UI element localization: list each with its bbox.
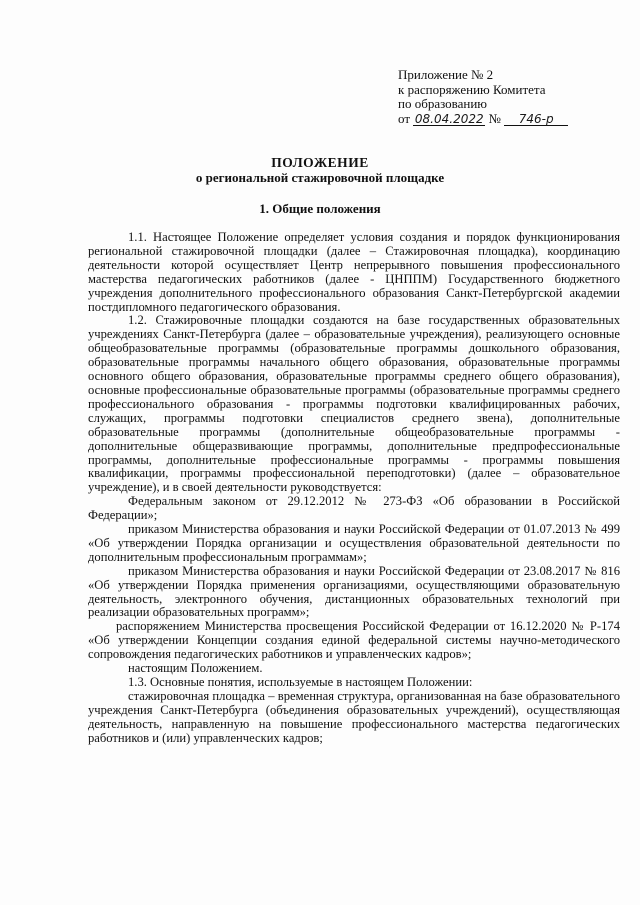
document-title: ПОЛОЖЕНИЕ (271, 155, 369, 170)
paragraph-order-499: приказом Министерства образования и науки Российской Федерации от 01.07.2013 № 499 «Об утверждении Порядка организации и осуществления образовательной деятельности по дополнительным профессиональным программам»; (88, 522, 620, 564)
appendix-line-3: по образованию (398, 96, 488, 111)
paragraph-this-regulation: настоящим Положением. (128, 661, 263, 676)
appendix-line-2: к распоряжению Комитета (398, 81, 546, 97)
appendix-block (398, 68, 618, 126)
appendix-line-1: Приложение № 2 (398, 67, 494, 82)
paragraph-definition: стажировочная площадка – временная структура, организованная на базе образовательного учреждения Санкт-Петербурга (объединения образовательных учреждений), осуществляющая деятельность, направленную на повышение профессионального мастерства педагогических работников и (или) управленческих кадров; (88, 688, 620, 745)
appendix-ot-label: от (398, 110, 411, 126)
paragraph-1-2: 1.2. Стажировочные площадки создаются на базе государственных образовательных учреждениях Санкт-Петербурга (далее – образовательные учреждения), реализующего основные общеобразовательные программы (образовательные программы дошкольного образования, образовательные программы начального общего образования, образовательные программы основного общего образования, образовательные программы среднего общего образования), основные профессиональные образовательные программы (образовательные программы среднего профессионального образования - программы подготовки квалифицированных рабочих, служащих, программы подготовки специалистов среднего звена), дополнительные образовательные программы (дополнительные общеобразовательные программы - дополнительные общеразвивающие программы, дополнительные предпрофессиональные программы, дополнительные профессиональные программы - программы повышения квалификации, программы профессиональной переподготовки) (далее – образовательное учреждение), и в своей деятельности руководствуется: (88, 313, 620, 495)
paragraph-1-1: 1.1. Настоящее Положение определяет условия создания и порядок функционирования региональной стажировочной площадки (далее – Стажировочная площадка), координацию деятельности которой осуществляет Центр непрерывного повышения профессионального мастерства педагогических работников (далее - ЦНППМ) Государственного бюджетного учреждения дополнительного профессионального образования Санкт-Петербургской академии постдипломного педагогического образования. (88, 230, 620, 314)
appendix-date-slot (413, 113, 485, 126)
paragraph-order-r174: распоряжением Министерства просвещения Российской Федерации от 16.12.2020 № Р-174 «Об утверждении Концепции создания единой федеральной системы научно-методического сопровождения педагогических работников и управленческих кадров»; (88, 619, 620, 662)
appendix-number-slot (504, 113, 568, 126)
document-subtitle: о региональной стажировочной площадке (195, 170, 445, 185)
appendix-date: 08.04.2022 (414, 111, 484, 126)
paragraph-1-3: 1.3. Основные понятия, используемые в настоящем Положении: (128, 675, 473, 689)
appendix-number: 746-р (518, 111, 554, 126)
appendix-date-line (398, 112, 618, 127)
paragraph-order-816: приказом Министерства образования и науки Российской Федерации от 23.08.2017 № 816 «Об утверждении Порядка применения организациями, осуществляющими образовательную деятельность, электронного обучения, дистанционных образовательных технологий при реализации образовательных программ»; (88, 563, 620, 620)
appendix-number-sign: № (488, 110, 501, 126)
document-body (88, 231, 620, 746)
section-title: 1. Общие положения (259, 201, 381, 216)
paragraph-law-273: Федеральным законом от 29.12.2012 № 273-ФЗ «Об образовании в Российской Федерации»; (88, 494, 620, 523)
